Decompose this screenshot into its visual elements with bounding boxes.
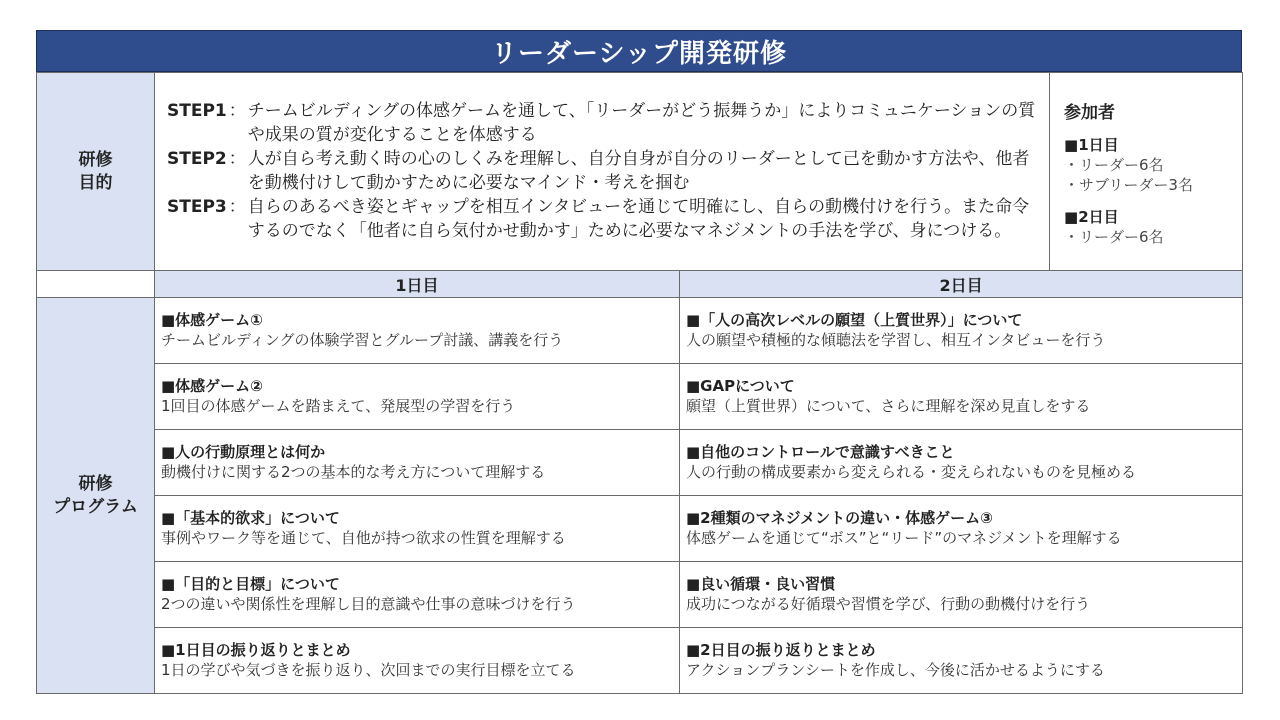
step-2-text: 人が自ら考え動く時の心のしくみを理解し、自分自身が自分のリーダーとして己を動かす方法や、他者を動機付けして動かすために必要なマインド・考えを掴む [247,148,1030,193]
participants-day2-item-1: ・リーダー6名 [1064,227,1164,246]
program-item-desc: 動機付けに関する2つの基本的な考え方について理解する [161,463,546,481]
day-header-row [37,271,1243,298]
page-title: リーダーシップ開発研修 [36,30,1242,72]
program-item-desc: 1回目の体感ゲームを踏まえて、発展型の学習を行う [161,397,516,415]
program-row-2 [37,364,1243,430]
program-item-desc: アクションプランシートを作成し、今後に活かせるようにする [686,661,1105,679]
program-item-title: ■自他のコントロールで意識すべきこと [686,443,955,461]
program-item-title: ■人の行動原理とは何か [161,443,326,461]
program-row-6 [37,628,1243,694]
day1-header: 1日目 [155,271,680,298]
program-item-d1 [155,430,680,496]
program-item-d1 [155,628,680,694]
program-item-desc: 事例やワーク等を通じて、自他が持つ欲求の性質を理解する [161,529,566,547]
step-1 [167,99,1039,147]
program-item-d2 [680,430,1243,496]
training-table [36,72,1243,694]
program-item-title: ■体感ゲーム① [161,311,263,329]
program-item-title: ■2日目の振り返りとまとめ [686,641,876,659]
program-item-d2 [680,364,1243,430]
step-2-key: STEP2 [167,148,227,169]
step-2 [167,147,1039,195]
participants [1050,73,1243,271]
program-item-d2 [680,298,1243,364]
program-item-title: ■GAPについて [686,377,795,395]
program-item-title: ■2種類のマネジメントの違い・体感ゲーム③ [686,509,993,527]
program-item-desc: 2つの違いや関係性を理解し目的意識や仕事の意味づけを行う [161,595,576,613]
program-row-4 [37,496,1243,562]
program-item-desc: 体感ゲームを通じて“ボス”と“リード”のマネジメントを理解する [686,529,1122,547]
program-item-title: ■「人の高次レベルの願望（上質世界）」について [686,311,1023,329]
program-item-d1 [155,562,680,628]
program-row-5 [37,562,1243,628]
program-item-d1 [155,496,680,562]
program-row-1 [37,298,1243,364]
step-2-sep: ： [228,148,246,169]
program-row-3 [37,430,1243,496]
program-item-d2 [680,496,1243,562]
program-item-desc: チームビルディングの体験学習とグループ討議、講義を行う [161,331,564,349]
program-item-desc: 成功につながる好循環や習慣を学び、行動の動機付けを行う [686,595,1091,613]
participants-day1-item-2: ・サブリーダー3名 [1064,175,1193,194]
program-item-d1 [155,298,680,364]
purpose-label [37,73,155,271]
program-item-desc: 人の願望や積極的な傾聴法を学習し、相互インタビューを行う [686,331,1106,349]
program-item-title: ■良い循環・良い習慣 [686,575,836,593]
step-3-sep: ： [228,196,246,217]
program-label [37,298,155,694]
program-item-d2 [680,562,1243,628]
participants-day2-label: ■2日目 [1064,207,1119,226]
program-item-title: ■体感ゲーム② [161,377,263,395]
blank-corner-cell [37,271,155,298]
purpose-steps [155,73,1050,271]
step-1-sep: ： [228,100,246,121]
step-1-text: チームビルディングの体感ゲームを通して、「リーダーがどう振舞うか」によりコミュニケーションの質や成果の質が変化することを体感する [247,100,1036,145]
program-label-text: 研修 プログラム [53,473,138,517]
purpose-row [37,73,1243,271]
purpose-label-text: 研修 目的 [78,149,113,193]
program-item-d2 [680,628,1243,694]
participants-title: 参加者 [1064,102,1116,123]
step-3-key: STEP3 [167,196,227,217]
step-3-text: 自らのあるべき姿とギャップを相互インタビューを通じて明確にし、自らの動機付けを行う。また命令するのでなく「他者に自ら気付かせ動かす」ために必要なマネジメントの手法を学び、身につける。 [247,196,1030,241]
program-item-desc: 人の行動の構成要素から変えられる・変えられないものを見極める [686,463,1137,481]
program-item-desc: 1日の学びや気づきを振り返り、次回までの実行目標を立てる [161,661,576,679]
program-item-desc: 願望（上質世界）について、さらに理解を深め見直しをする [686,397,1091,415]
program-item-title: ■1日目の振り返りとまとめ [161,641,351,659]
participants-day1-item-1: ・リーダー6名 [1064,155,1164,174]
step-1-key: STEP1 [167,100,227,121]
program-item-title: ■「基本的欲求」について [161,509,340,527]
program-item-title: ■「目的と目標」について [161,575,340,593]
day2-header: 2日目 [680,271,1243,298]
program-item-d1 [155,364,680,430]
participants-day1-label: ■1日目 [1064,135,1119,154]
step-3 [167,195,1039,243]
